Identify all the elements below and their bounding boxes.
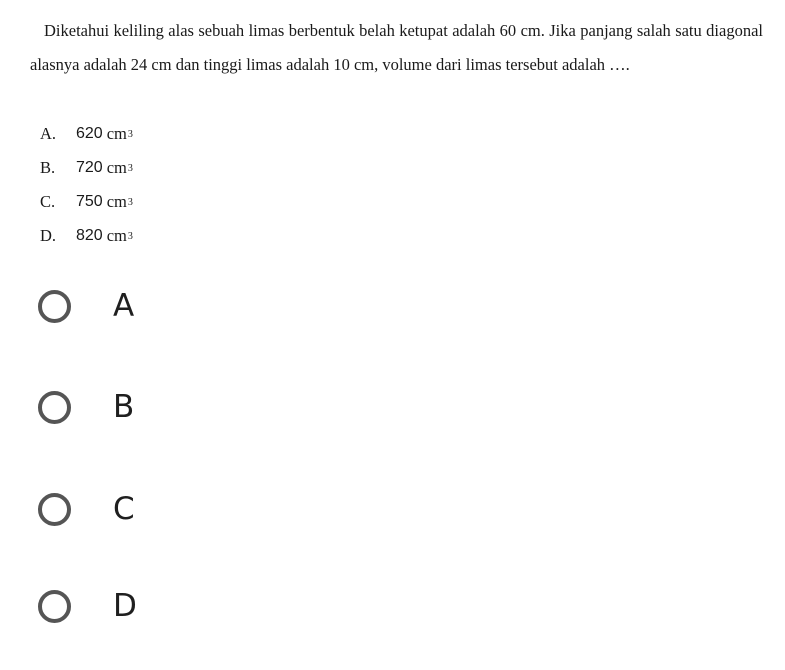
answer-option-label[interactable]: A <box>113 288 135 324</box>
question-choice-a <box>40 117 133 151</box>
choice-value: 750 <box>76 193 103 210</box>
choice-unit: cm <box>106 226 127 245</box>
choice-letter: B. <box>40 158 56 177</box>
answer-option-label[interactable]: D <box>113 588 137 624</box>
radio-button-icon[interactable] <box>38 391 71 424</box>
choice-letter: D. <box>40 226 57 245</box>
choice-letter: A. <box>40 124 57 143</box>
question-choices <box>40 117 133 253</box>
answer-option-a[interactable] <box>0 290 240 370</box>
choice-value: 720 <box>76 159 103 176</box>
choice-unit: cm <box>106 158 127 177</box>
choice-exponent: 3 <box>127 128 133 140</box>
choice-exponent: 3 <box>127 162 133 174</box>
answer-option-label[interactable]: C <box>113 491 135 527</box>
choice-letter: C. <box>40 192 56 211</box>
question-image <box>0 0 785 255</box>
question-choice-d <box>40 219 133 253</box>
choice-value: 620 <box>76 125 103 142</box>
choice-value: 820 <box>76 227 103 244</box>
question-choice-b <box>40 151 133 185</box>
radio-button-icon[interactable] <box>38 493 71 526</box>
question-text: Diketahui keliling alas sebuah limas berbentuk belah ketupat adalah 60 cm. Jika panjang salah satu diagonal alasnya adalah 24 cm dan tinggi limas adalah 10 cm, volume dari limas tersebut adalah …. <box>30 21 763 74</box>
answer-option-b[interactable] <box>0 391 240 471</box>
answer-option-label[interactable]: B <box>113 389 135 425</box>
choice-unit: cm <box>106 124 127 143</box>
choice-unit: cm <box>106 192 127 211</box>
radio-button-icon[interactable] <box>38 290 71 323</box>
answer-option-d[interactable] <box>0 590 240 670</box>
choice-exponent: 3 <box>127 230 133 242</box>
answer-option-c[interactable] <box>0 493 240 573</box>
choice-exponent: 3 <box>127 196 133 208</box>
radio-button-icon[interactable] <box>38 590 71 623</box>
question-choice-c <box>40 185 133 219</box>
